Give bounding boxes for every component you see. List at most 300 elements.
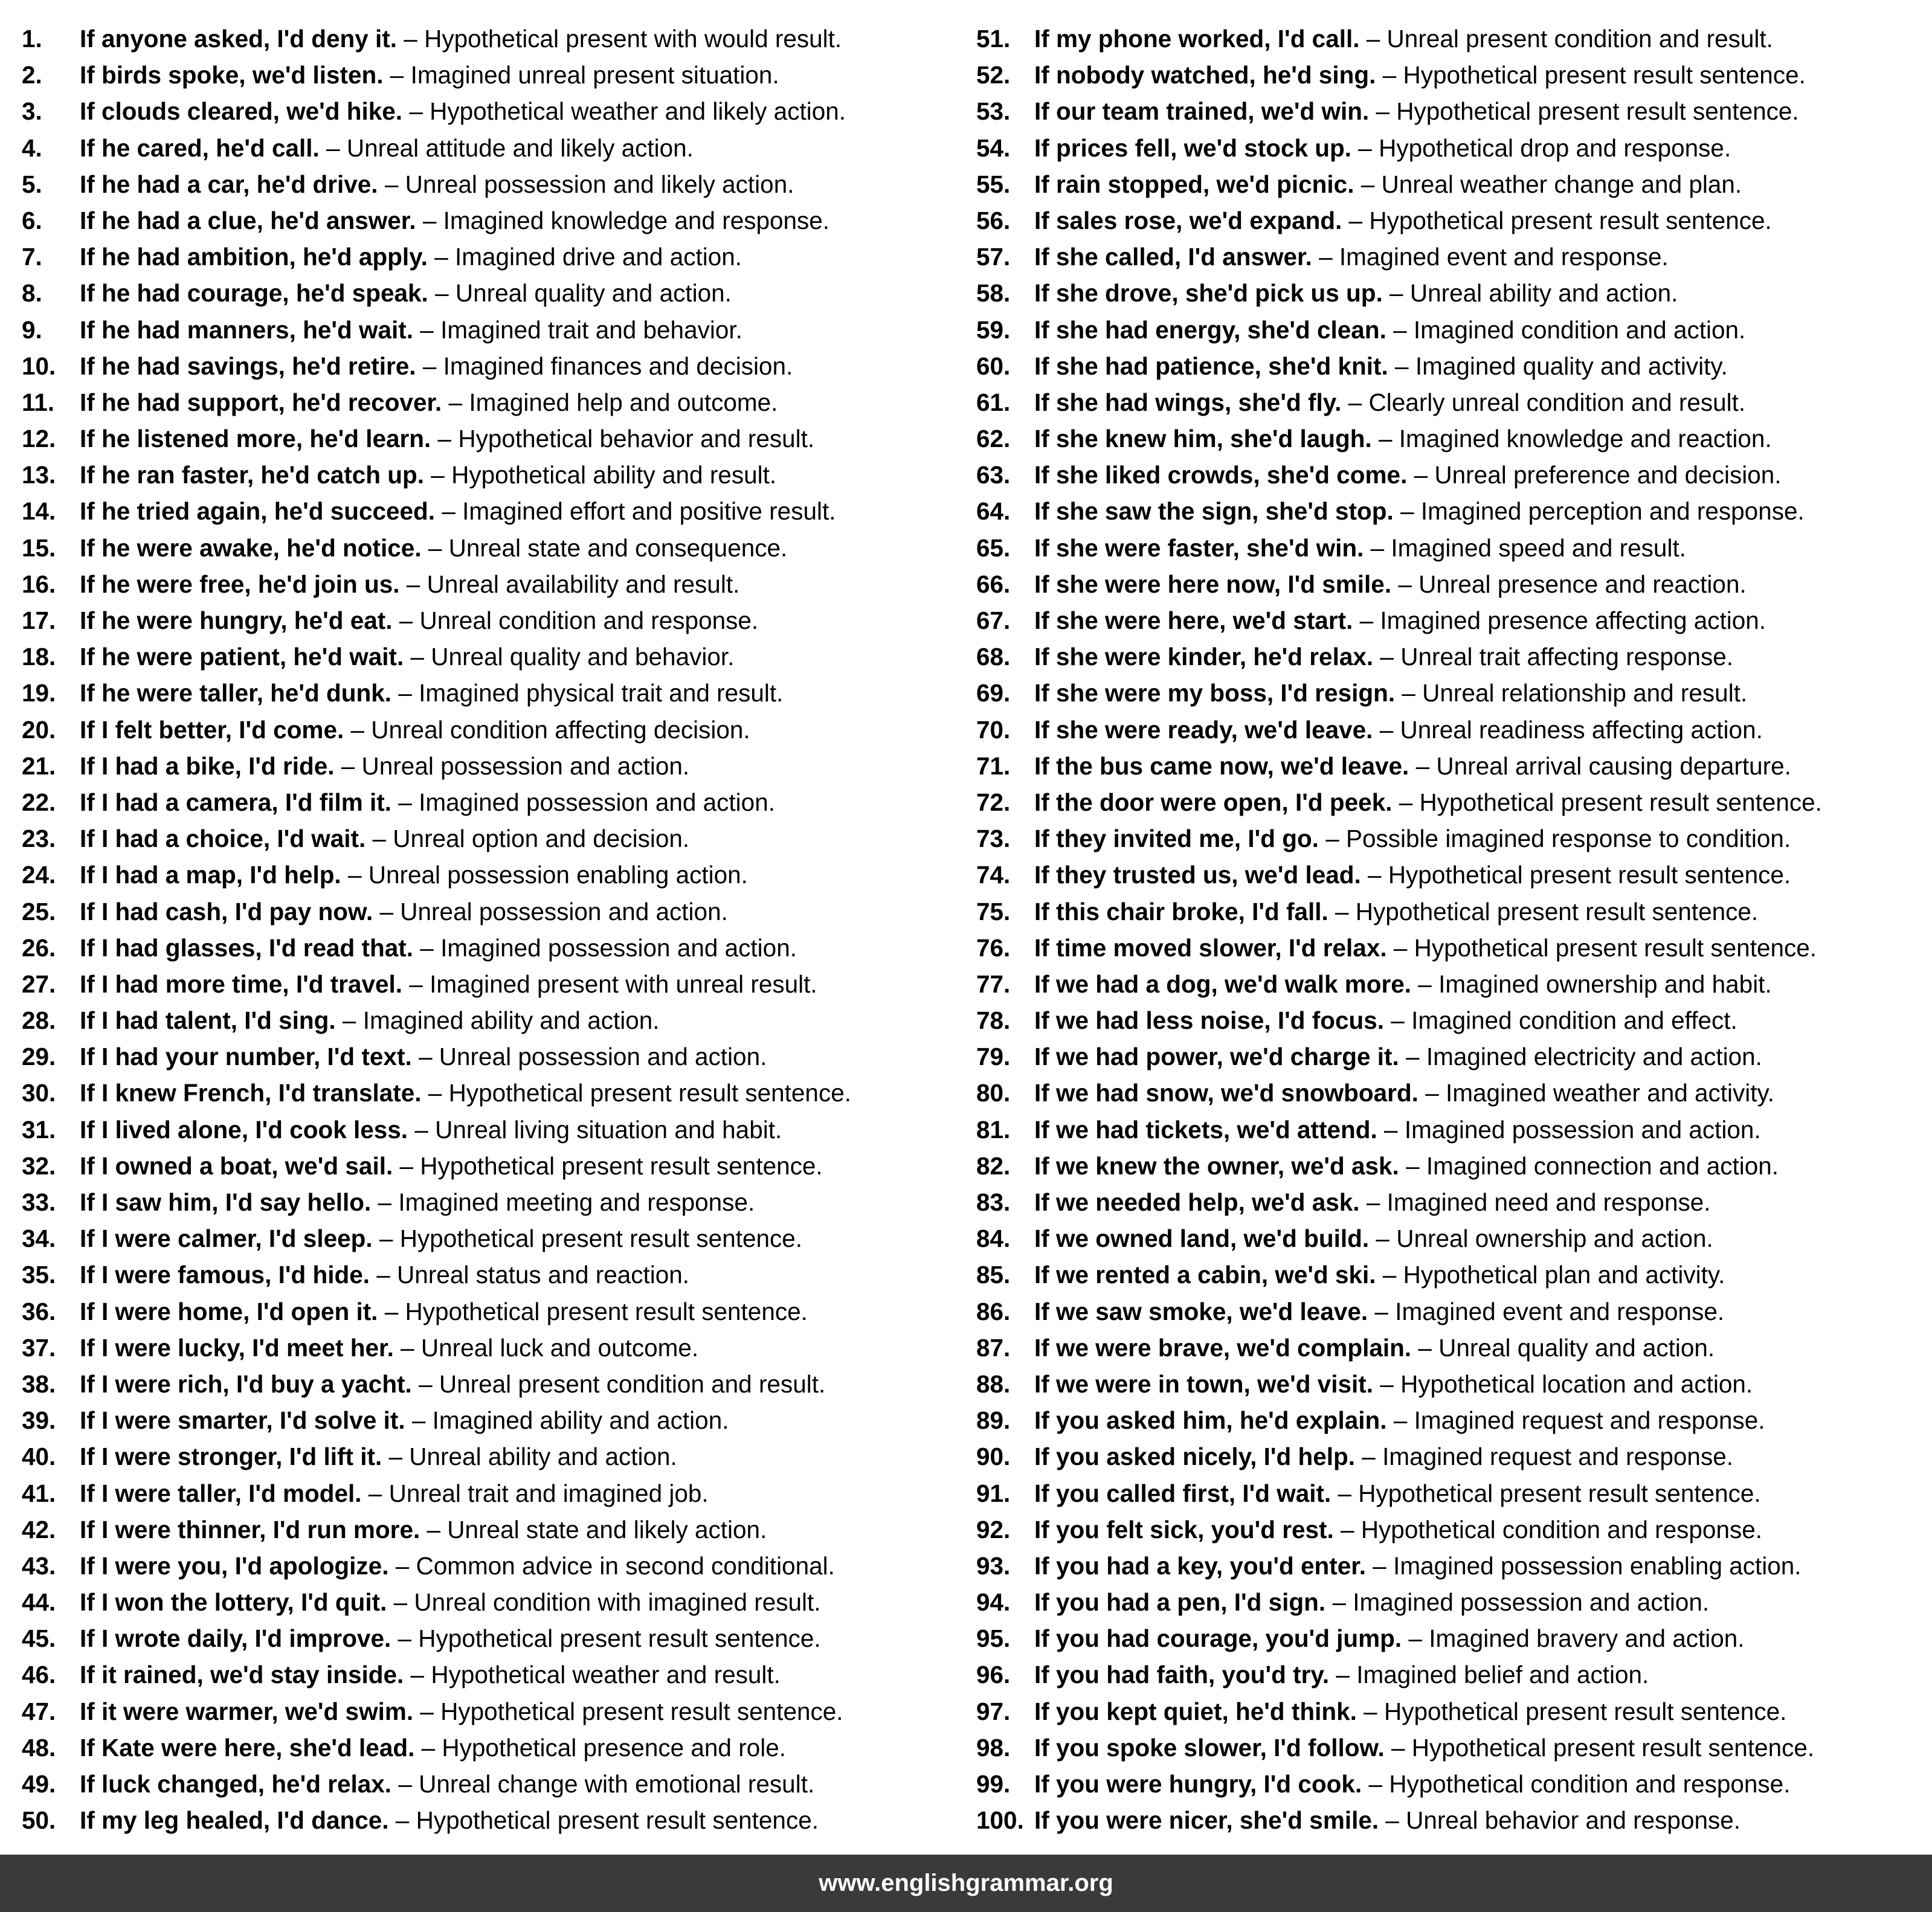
example-description: Hypothetical present result sentence. (1388, 861, 1791, 889)
example-description: Unreal ownership and action. (1396, 1225, 1713, 1253)
example-item (976, 1693, 1931, 1730)
example-number: 59. (976, 315, 1011, 344)
example-text (1034, 130, 1731, 166)
example-sentence: If we had tickets, we'd attend. (1034, 1115, 1377, 1144)
example-item (976, 1402, 1931, 1438)
example-item (976, 93, 1931, 129)
example-text (80, 1656, 781, 1693)
example-item (22, 784, 952, 820)
example-item (22, 1002, 952, 1038)
example-description: Hypothetical present result sentence. (1403, 61, 1806, 89)
example-text (80, 857, 748, 893)
example-description: Hypothetical plan and activity. (1403, 1261, 1725, 1289)
example-separator: – (1382, 1261, 1397, 1289)
example-number: 3. (22, 97, 42, 126)
example-text (1034, 639, 1733, 675)
example-number: 49. (22, 1770, 56, 1798)
example-item (976, 602, 1931, 639)
example-number: 13. (22, 461, 56, 489)
example-sentence: If you asked him, he'd explain. (1034, 1406, 1387, 1435)
example-description: Hypothetical present result sentence. (1355, 897, 1759, 925)
example-sentence: If you were hungry, I'd cook. (1034, 1770, 1362, 1798)
example-text (1034, 457, 1782, 493)
example-description: Imagined physical trait and result. (419, 679, 784, 707)
example-item (22, 239, 952, 275)
example-text (80, 1475, 709, 1511)
example-item (976, 239, 1931, 275)
example-text (80, 784, 775, 820)
example-text (1034, 1438, 1733, 1475)
example-sentence: If luck changed, he'd relax. (80, 1770, 392, 1798)
example-text (80, 1438, 677, 1475)
example-separator: – (434, 243, 448, 271)
example-number: 62. (976, 425, 1011, 453)
example-description: Clearly unreal condition and result. (1368, 388, 1746, 416)
example-text (1034, 1656, 1649, 1693)
example-description: Unreal possession enabling action. (368, 861, 748, 889)
example-separator: – (409, 970, 423, 998)
example-sentence: If I had talent, I'd sing. (80, 1006, 336, 1035)
example-sentence: If I were lucky, I'd meet her. (80, 1333, 394, 1362)
example-separator: – (422, 206, 437, 234)
example-separator: – (1336, 1661, 1350, 1689)
example-text (1034, 420, 1772, 457)
example-separator: – (379, 1225, 393, 1253)
example-separator: – (422, 352, 437, 380)
example-text (1034, 1075, 1774, 1111)
example-sentence: If I were stronger, I'd lift it. (80, 1443, 382, 1471)
example-description: Hypothetical location and action. (1400, 1370, 1753, 1398)
example-sentence: If I had a bike, I'd ride. (80, 752, 335, 780)
example-description: Imagined possession and action. (440, 933, 797, 962)
example-description: Imagined possession and action. (1353, 1588, 1710, 1617)
example-item (22, 1766, 952, 1802)
example-number: 16. (22, 570, 56, 598)
example-separator: – (442, 497, 456, 526)
example-description: Unreal status and reaction. (397, 1261, 690, 1289)
example-sentence: If I knew French, I'd translate. (80, 1079, 422, 1107)
example-text (1034, 930, 1817, 966)
example-item (976, 275, 1931, 311)
example-separator: – (1374, 1297, 1388, 1325)
example-text (80, 1366, 825, 1402)
example-description: Unreal relationship and result. (1422, 679, 1748, 707)
example-text (1034, 312, 1745, 348)
example-sentence: If they invited me, I'd go. (1034, 825, 1319, 853)
example-description: Unreal option and decision. (393, 825, 690, 853)
example-text (1034, 566, 1747, 602)
example-sentence: If I wrote daily, I'd improve. (80, 1624, 391, 1653)
example-text (1034, 384, 1745, 420)
example-text (1034, 1766, 1790, 1802)
example-separator: – (1362, 1443, 1376, 1471)
example-sentence: If we were in town, we'd visit. (1034, 1370, 1373, 1398)
example-sentence: If he cared, he'd call. (80, 134, 320, 162)
example-item (976, 784, 1931, 820)
example-description: Hypothetical presence and role. (442, 1733, 786, 1762)
example-description: Imagined possession and action. (419, 788, 775, 816)
example-number: 29. (22, 1043, 56, 1071)
example-separator: – (1408, 1624, 1422, 1653)
example-separator: – (1379, 715, 1394, 744)
example-separator: – (1368, 861, 1382, 889)
example-sentence: If she were my boss, I'd resign. (1034, 679, 1396, 707)
example-sentence: If this chair broke, I'd fall. (1034, 897, 1328, 925)
example-separator: – (404, 25, 417, 53)
example-separator: – (1406, 1043, 1420, 1071)
example-description: Imagined need and response. (1386, 1188, 1711, 1216)
example-description: Unreal living situation and habit. (435, 1115, 782, 1144)
example-item (22, 1693, 952, 1730)
example-sentence: If it were warmer, we'd swim. (80, 1697, 414, 1725)
example-number: 6. (22, 206, 42, 234)
example-sentence: If she knew him, she'd laugh. (1034, 425, 1372, 453)
example-separator: – (342, 1006, 356, 1035)
example-item (976, 384, 1931, 420)
example-sentence: If we needed help, we'd ask. (1034, 1188, 1360, 1216)
example-separator: – (1425, 1079, 1439, 1107)
example-number: 65. (976, 533, 1011, 562)
example-description: Imagined ability and action. (432, 1406, 729, 1435)
example-description: Unreal state and consequence. (448, 533, 788, 562)
example-number: 2. (22, 61, 42, 89)
example-separator: – (1385, 1806, 1399, 1835)
example-description: Imagined possession and action. (1404, 1115, 1761, 1144)
example-sentence: If my leg healed, I'd dance. (80, 1806, 389, 1835)
example-separator: – (395, 1806, 410, 1835)
example-text (1034, 1693, 1786, 1730)
example-separator: – (1379, 425, 1393, 453)
example-description: Imagined presence affecting action. (1380, 607, 1766, 634)
example-text (1034, 1038, 1762, 1075)
example-text (1034, 820, 1791, 857)
example-number: 66. (976, 570, 1011, 598)
example-separator: – (1406, 1151, 1420, 1180)
example-separator: – (388, 1443, 402, 1471)
example-description: Imagined drive and action. (454, 243, 742, 271)
example-number: 39. (22, 1406, 56, 1435)
example-text (80, 1620, 821, 1656)
example-number: 4. (22, 134, 42, 162)
example-text (1034, 893, 1758, 930)
example-sentence: If you were nicer, she'd smile. (1034, 1806, 1379, 1835)
example-text (1034, 784, 1822, 820)
example-number: 37. (22, 1333, 56, 1362)
example-description: Unreal readiness affecting action. (1400, 715, 1763, 744)
example-separator: – (350, 715, 365, 744)
example-number: 76. (976, 933, 1011, 962)
example-sentence: If I had your number, I'd text. (80, 1043, 412, 1071)
example-separator: – (1382, 61, 1397, 89)
example-sentence: If he had courage, he'd speak. (80, 279, 428, 307)
example-description: Unreal possession and action. (361, 752, 690, 780)
example-text (80, 130, 694, 166)
example-separator: – (1364, 1697, 1377, 1725)
examples-column-right (976, 21, 1931, 1838)
example-item (976, 1184, 1931, 1220)
example-number: 69. (976, 679, 1011, 707)
example-item (22, 1257, 952, 1293)
example-text (1034, 1730, 1814, 1766)
example-sentence: If you had a key, you'd enter. (1034, 1551, 1367, 1580)
example-item (976, 966, 1931, 1002)
example-description: Hypothetical present result sentence. (399, 1225, 803, 1253)
example-description: Unreal possession and likely action. (405, 170, 794, 198)
example-separator: – (1391, 1006, 1405, 1035)
example-number: 56. (976, 206, 1011, 234)
example-description: Imagined belief and action. (1356, 1661, 1649, 1689)
example-description: Possible imagined response to condition. (1346, 825, 1791, 853)
example-sentence: If we had power, we'd charge it. (1034, 1043, 1399, 1071)
example-sentence: If she drove, she'd pick us up. (1034, 279, 1383, 307)
example-text (80, 1511, 767, 1548)
example-separator: – (1366, 25, 1380, 53)
example-number: 79. (976, 1043, 1011, 1071)
example-text (1034, 166, 1742, 202)
example-description: Imagined help and outcome. (469, 388, 778, 416)
example-text (80, 566, 739, 602)
example-description: Hypothetical present result sentence. (448, 1079, 851, 1107)
example-sentence: If he were taller, he'd dunk. (80, 679, 392, 707)
example-item (22, 1438, 952, 1475)
example-description: Imagined event and response. (1395, 1297, 1725, 1325)
example-sentence: If he had ambition, he'd apply. (80, 243, 428, 271)
example-description: Hypothetical ability and result. (451, 461, 777, 489)
example-separator: – (1335, 897, 1349, 925)
example-text (80, 639, 734, 675)
example-sentence: If I were taller, I'd model. (80, 1479, 362, 1507)
example-number: 90. (976, 1443, 1011, 1471)
example-separator: – (1341, 1515, 1354, 1543)
example-sentence: If I owned a boat, we'd sail. (80, 1151, 393, 1180)
example-description: Hypothetical present result sentence. (1414, 933, 1817, 962)
example-number: 30. (22, 1079, 56, 1107)
example-text (80, 712, 750, 748)
example-description: Unreal availability and result. (427, 570, 740, 598)
example-item (22, 675, 952, 711)
example-item (22, 130, 952, 166)
example-number: 74. (976, 861, 1011, 889)
example-item (976, 1220, 1931, 1257)
example-description: Imagined electricity and action. (1426, 1043, 1762, 1071)
example-separator: – (1366, 1188, 1380, 1216)
example-separator: – (410, 643, 425, 671)
example-text (80, 1220, 802, 1257)
example-separator: – (347, 861, 362, 889)
example-number: 28. (22, 1006, 56, 1035)
example-item (22, 202, 952, 239)
example-description: Imagined event and response. (1339, 243, 1669, 271)
example-item (976, 1366, 1931, 1402)
example-sentence: If we owned land, we'd build. (1034, 1225, 1370, 1253)
example-number: 44. (22, 1588, 56, 1617)
example-separator: – (406, 570, 420, 598)
example-text (80, 1112, 782, 1148)
footer-website-link[interactable]: www.englishgrammar.org (819, 1870, 1113, 1896)
example-sentence: If clouds cleared, we'd hike. (80, 97, 403, 126)
example-text (1034, 1002, 1737, 1038)
example-description: Hypothetical behavior and result. (458, 425, 815, 453)
example-separator: – (431, 461, 445, 489)
example-text (1034, 1293, 1724, 1330)
example-text (80, 1730, 786, 1766)
example-separator: – (1391, 1733, 1405, 1762)
example-item (976, 1584, 1931, 1620)
example-text (80, 1584, 821, 1620)
example-description: Hypothetical present result sentence. (420, 1151, 823, 1180)
example-description: Common advice in second conditional. (416, 1551, 835, 1580)
example-text (80, 748, 689, 784)
example-separator: – (421, 1733, 436, 1762)
example-text (1034, 530, 1686, 566)
example-separator: – (1332, 1588, 1346, 1617)
example-text (80, 21, 842, 57)
example-sentence: If we had less noise, I'd focus. (1034, 1006, 1385, 1035)
example-description: Hypothetical present result sentence. (1369, 206, 1772, 234)
example-text (80, 930, 797, 966)
example-sentence: If she had wings, she'd fly. (1034, 388, 1342, 416)
example-item (976, 639, 1931, 675)
example-item (22, 1184, 952, 1220)
example-item (22, 93, 952, 129)
example-sentence: If I lived alone, I'd cook less. (80, 1115, 408, 1144)
example-sentence: If you had courage, you'd jump. (1034, 1624, 1402, 1653)
example-item (976, 1330, 1931, 1366)
example-text (1034, 239, 1669, 275)
example-separator: – (419, 1370, 433, 1398)
example-item (22, 1075, 952, 1111)
example-number: 5. (22, 170, 42, 198)
example-number: 88. (976, 1370, 1011, 1398)
example-item (22, 21, 952, 57)
example-separator: – (378, 1188, 392, 1216)
example-number: 93. (976, 1551, 1011, 1580)
example-item (976, 748, 1931, 784)
example-separator: – (1358, 134, 1372, 162)
example-number: 14. (22, 497, 56, 526)
example-number: 7. (22, 243, 42, 271)
example-item (22, 930, 952, 966)
example-number: 87. (976, 1333, 1011, 1362)
example-separator: – (1399, 788, 1413, 816)
example-sentence: If we saw smoke, we'd leave. (1034, 1297, 1368, 1325)
example-separator: – (1393, 315, 1407, 344)
example-separator: – (448, 388, 463, 416)
example-number: 48. (22, 1733, 56, 1762)
example-text (80, 57, 779, 93)
example-description: Hypothetical present result sentence. (1383, 1697, 1787, 1725)
example-sentence: If they trusted us, we'd lead. (1034, 861, 1361, 889)
example-separator: – (1376, 97, 1390, 126)
example-item (22, 1366, 952, 1402)
example-item (22, 820, 952, 857)
example-item (22, 893, 952, 930)
example-item (976, 493, 1931, 529)
example-separator: – (368, 1479, 382, 1507)
example-description: Hypothetical weather and result. (431, 1661, 781, 1689)
example-number: 34. (22, 1225, 56, 1253)
example-sentence: If time moved slower, I'd relax. (1034, 933, 1387, 962)
example-description: Imagined ability and action. (362, 1006, 660, 1035)
example-description: Unreal trait and imagined job. (388, 1479, 709, 1507)
example-sentence: If he had a car, he'd drive. (80, 170, 378, 198)
example-separator: – (435, 279, 449, 307)
example-sentence: If I had a map, I'd help. (80, 861, 341, 889)
example-number: 99. (976, 1770, 1011, 1798)
example-number: 70. (976, 715, 1011, 744)
example-number: 60. (976, 352, 1011, 380)
example-separator: – (410, 1661, 425, 1689)
example-sentence: If she saw the sign, she'd stop. (1034, 497, 1394, 526)
example-description: Hypothetical present result sentence. (1419, 788, 1822, 816)
example-text (1034, 966, 1772, 1002)
example-sentence: If you called first, I'd wait. (1034, 1479, 1331, 1507)
example-item (22, 1584, 952, 1620)
example-description: Imagined knowledge and reaction. (1399, 425, 1772, 453)
example-number: 40. (22, 1443, 56, 1471)
examples-column-left (22, 21, 952, 1838)
example-description: Hypothetical present result sentence. (440, 1697, 843, 1725)
example-number: 53. (976, 97, 1011, 126)
example-item (976, 1148, 1931, 1184)
example-number: 61. (976, 388, 1011, 416)
example-item (22, 602, 952, 639)
example-description: Unreal state and likely action. (447, 1515, 767, 1543)
example-number: 20. (22, 715, 56, 744)
example-sentence: If he had support, he'd recover. (80, 388, 442, 416)
example-sentence: If rain stopped, we'd picnic. (1034, 170, 1354, 198)
example-sentence: If he listened more, he'd learn. (80, 425, 431, 453)
example-separator: – (398, 1770, 412, 1798)
example-sentence: If she called, I'd answer. (1034, 243, 1312, 271)
example-number: 77. (976, 970, 1011, 998)
example-number: 84. (976, 1225, 1011, 1253)
example-number: 18. (22, 643, 56, 671)
example-separator: – (390, 61, 404, 89)
example-description: Unreal weather change and plan. (1381, 170, 1742, 198)
example-description: Unreal attitude and likely action. (346, 134, 694, 162)
example-text (1034, 93, 1799, 129)
example-number: 54. (976, 134, 1011, 162)
example-number: 12. (22, 425, 56, 453)
example-separator: – (414, 1115, 428, 1144)
example-separator: – (1370, 533, 1385, 562)
example-item (22, 166, 952, 202)
example-description: Hypothetical present result sentence. (418, 1624, 821, 1653)
example-item (22, 1293, 952, 1330)
example-item (22, 712, 952, 748)
example-number: 38. (22, 1370, 56, 1398)
example-text (1034, 1511, 1762, 1548)
example-text (80, 384, 778, 420)
example-item (976, 202, 1931, 239)
example-item (22, 1220, 952, 1257)
example-separator: – (420, 1697, 434, 1725)
example-number: 22. (22, 788, 56, 816)
example-item (976, 1112, 1931, 1148)
example-text (1034, 275, 1678, 311)
example-sentence: If she were ready, we'd leave. (1034, 715, 1373, 744)
example-sentence: If he tried again, he'd succeed. (80, 497, 436, 526)
example-sentence: If you felt sick, you'd rest. (1034, 1515, 1334, 1543)
example-separator: – (398, 788, 412, 816)
example-sentence: If I were calmer, I'd sleep. (80, 1225, 373, 1253)
example-sentence: If he ran faster, he'd catch up. (80, 461, 425, 489)
example-separator: – (1359, 607, 1374, 634)
example-text (1034, 1802, 1740, 1838)
example-number: 21. (22, 752, 56, 780)
footer-bar (0, 1855, 1932, 1912)
